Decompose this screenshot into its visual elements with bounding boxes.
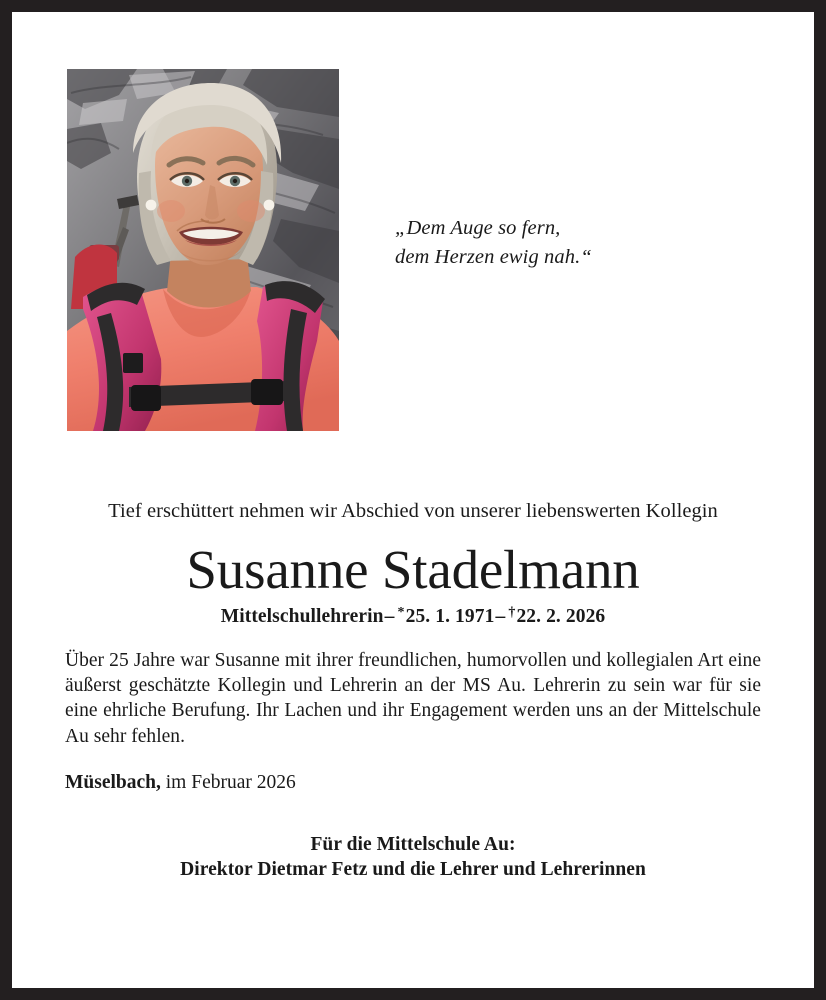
memorial-quote: [395, 214, 735, 272]
portrait-photo: [67, 69, 339, 431]
birth-date: 25. 1. 1971: [405, 605, 495, 627]
death-date: 22. 2. 2026: [516, 605, 606, 627]
quote-line-1: „Dem Auge so fern,: [395, 217, 561, 239]
date-separator-2: –: [495, 605, 506, 627]
intro-text: Tief erschüttert nehmen wir Abschied von unserer liebenswerten Kollegin: [108, 500, 718, 522]
closing-line-2: Direktor Dietmar Fetz und die Lehrer und Lehrerinnen: [180, 859, 646, 881]
place-name: Müselbach,: [65, 772, 161, 794]
death-symbol: †: [508, 604, 516, 620]
deceased-name: Susanne Stadelmann: [186, 538, 640, 600]
notice-inner: [12, 12, 814, 988]
date-separator-1: –: [384, 605, 395, 627]
closing-line-1: Für die Mittelschule Au:: [310, 833, 516, 855]
birth-symbol: *: [397, 604, 405, 620]
notice-month: im Februar 2026: [160, 772, 296, 794]
body-area: [12, 437, 814, 883]
closing-block: [12, 796, 814, 884]
profession-label: Mittelschullehrerin: [220, 605, 384, 627]
portrait-illustration: [67, 69, 339, 431]
profession-and-dates: [12, 599, 814, 628]
top-area: [12, 12, 814, 437]
tribute-paragraph: Über 25 Jahre war Susanne mit ihrer freundlichen, humorvollen und kollegialen Art eine äußerst geschätzte Kollegin und Lehrerin an der MS Au. Lehrerin zu sein war für sie eine ehrliche Berufung. Ihr Lachen und ihr Engagement werden uns an der Mittelschule Au sehr fehlen.: [65, 649, 761, 747]
place-and-month: [12, 749, 814, 795]
quote-line-2: dem Herzen ewig nah.“: [395, 246, 592, 269]
